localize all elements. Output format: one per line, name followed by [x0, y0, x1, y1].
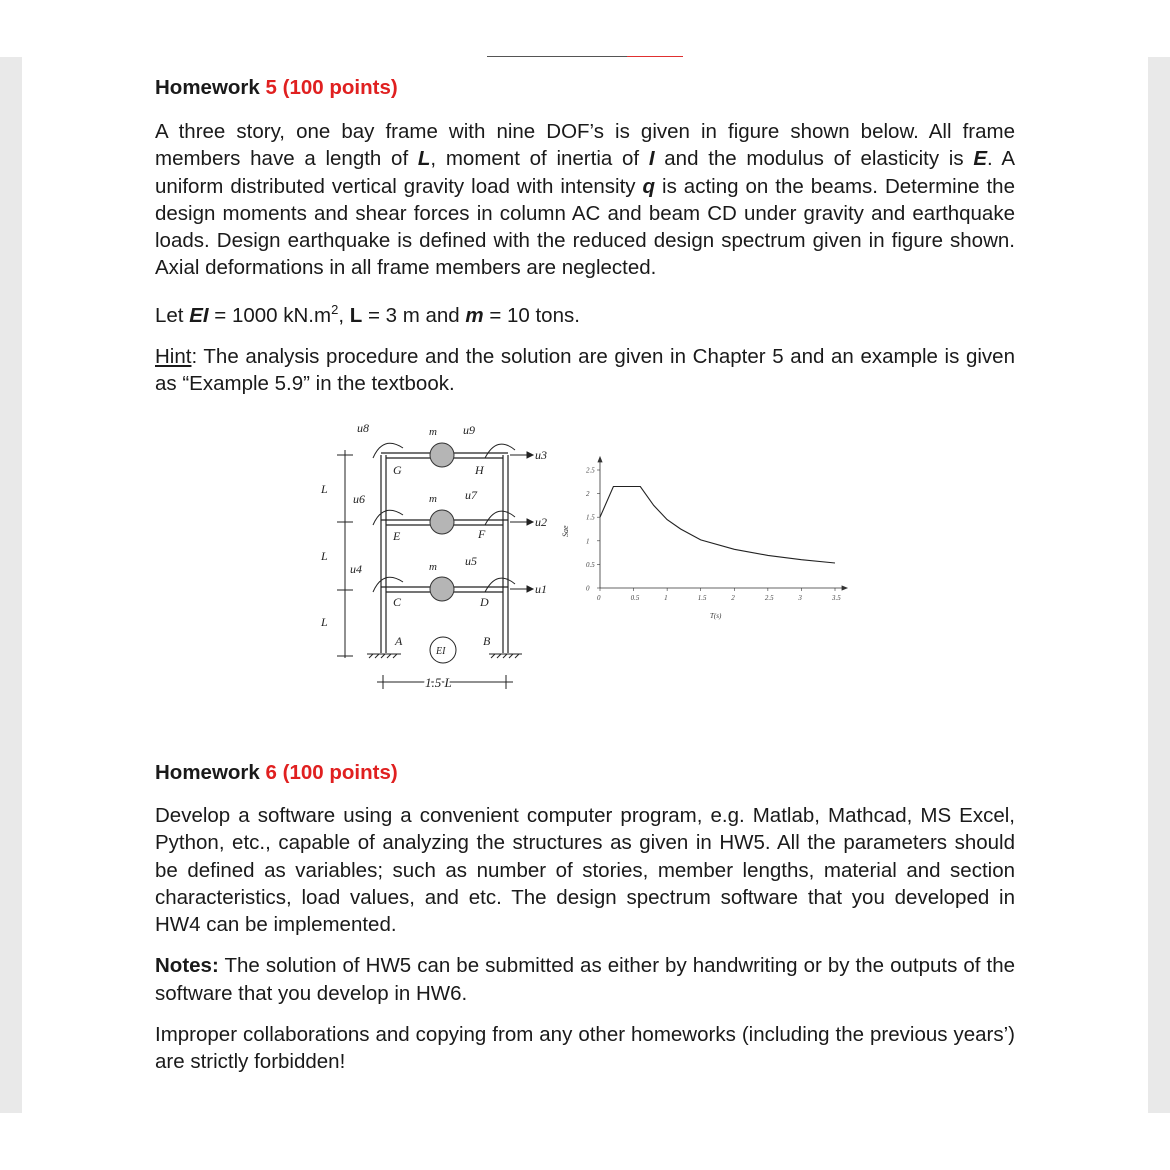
- superscript: 2: [331, 301, 339, 317]
- frame-figure: [315, 410, 547, 695]
- node-H: H: [475, 463, 484, 477]
- x-tick-label: 3.5: [832, 594, 841, 602]
- text: ,: [338, 303, 350, 327]
- x-tick-label: 2.5: [764, 594, 774, 602]
- text: = 1000 kN.m: [208, 303, 332, 327]
- hw5-var-I: I: [648, 147, 655, 171]
- dim-L-top: L: [321, 482, 328, 496]
- hw5-hint: [155, 343, 1015, 398]
- var-EI: EI: [189, 303, 209, 327]
- node-B: B: [483, 634, 491, 648]
- hw5-text: is acting on the beams. Determine the design moments and shear forces in column AC and beam CD under gravity and earthquake loads. Design earthquake is defined with the reduced design spectrum given in figure shown. Axial deformations in all frame members are neglected.: [155, 174, 1015, 280]
- dim-L-mid: L: [321, 549, 328, 563]
- y-tick-label: 1: [586, 537, 590, 546]
- dim-L-bot: L: [321, 615, 328, 629]
- top-rule: [487, 56, 683, 57]
- node-G: G: [393, 463, 402, 477]
- mass-label-first: m: [429, 561, 437, 573]
- hw5-problem-statement: [155, 118, 1015, 282]
- mass-label-second: m: [429, 493, 437, 505]
- hw5-text: and the modulus of elasticity is: [654, 147, 974, 171]
- dof-u3: u3: [535, 448, 547, 462]
- hw5-title-points: (100 points): [282, 76, 398, 99]
- node-A: A: [395, 634, 403, 648]
- hw6-task-description: Develop a software using a convenient computer program, e.g. Matlab, Mathcad, MS Excel, Python, etc., capable of analyzing the structures as given in HW5. All the parameters should be defined as variables; such as number of stories, member lengths, material and section characteristics, load values, and etc. The design spectrum software that you developed in HW4 can be implemented.: [155, 804, 1015, 937]
- y-tick-label: 2: [586, 490, 590, 499]
- text: Let: [155, 303, 190, 327]
- spectrum-chart: [560, 455, 850, 625]
- hw6-title-number: 6: [265, 761, 277, 784]
- x-tick-label: 1.5: [697, 594, 707, 602]
- hw5-var-E: E: [973, 147, 988, 171]
- hw6-title-points: (100 points): [282, 761, 398, 784]
- text: = 10 tons.: [483, 303, 580, 327]
- hw6-title: [155, 759, 1015, 787]
- dof-u5: u5: [465, 554, 477, 568]
- dof-u1: u1: [535, 582, 547, 596]
- mass-first: [430, 577, 454, 601]
- x-axis-label: T(s): [710, 612, 722, 620]
- hint-label: Hint: [155, 344, 192, 368]
- dof-u4: u4: [350, 562, 362, 576]
- y-tick-label: 0: [586, 584, 590, 593]
- hw6-section: [155, 759, 1015, 1076]
- y-tick-label: 1.5: [586, 513, 595, 522]
- y-axis-label: Sae: [561, 525, 570, 537]
- x-tick-label: 0: [597, 594, 601, 602]
- hw5-var-q: q: [642, 174, 656, 198]
- hw5-text: . A uniform distributed vertical gravity load with intensity: [155, 147, 1015, 198]
- ei-label: EI: [436, 646, 446, 657]
- y-tick-label: 0.5: [586, 560, 595, 569]
- hw6-title-word: Homework: [155, 761, 260, 784]
- dof-u9: u9: [463, 423, 475, 437]
- span-label: 1.5 L: [425, 675, 452, 690]
- spectrum-curve: [600, 487, 835, 564]
- dof-u6: u6: [353, 492, 365, 506]
- right-gutter: [1148, 57, 1170, 1113]
- notes-label: Notes:: [155, 954, 219, 978]
- x-tick-label: 1: [664, 594, 668, 602]
- var-L: L: [349, 303, 363, 327]
- hw5-title-number: 5: [265, 76, 277, 99]
- hw6-notes: [155, 952, 1015, 1007]
- dof-u2: u2: [535, 515, 547, 529]
- var-m: m: [465, 303, 484, 327]
- hw5-var-L: L: [417, 147, 431, 171]
- node-E: E: [393, 529, 401, 543]
- mass-label-roof: m: [429, 426, 437, 438]
- node-F: F: [478, 527, 486, 541]
- text: = 3 m and: [362, 303, 466, 327]
- y-tick-label: 2.5: [586, 466, 595, 475]
- hw5-given-values: [155, 296, 1015, 329]
- notes-text: The solution of HW5 can be submitted as either by handwriting or by the outputs of the software that you develop in HW6.: [155, 954, 1015, 1005]
- hw6-warning: Improper collaborations and copying from any other homeworks (including the previous years’) are strictly forbidden!: [155, 1023, 1015, 1074]
- mass-roof: [430, 443, 454, 467]
- left-gutter: [0, 57, 22, 1113]
- hw5-title: [155, 74, 1015, 102]
- mass-second: [430, 510, 454, 534]
- x-tick-label: 2: [731, 594, 735, 602]
- x-tick-label: 3: [798, 594, 802, 602]
- x-tick-label: 0.5: [630, 594, 640, 602]
- dof-u8: u8: [357, 421, 369, 435]
- hw5-text: A three story, one bay frame with nine DOF’s is given in figure shown below. All frame members have a length of: [155, 120, 1015, 171]
- hw5-title-word: Homework: [155, 76, 260, 99]
- node-C: C: [393, 595, 402, 609]
- dof-u7: u7: [465, 488, 477, 502]
- hint-text: : The analysis procedure and the solution are given in Chapter 5 and an example is given as “Example 5.9” in the textbook.: [155, 344, 1015, 396]
- document-page: [155, 74, 1015, 398]
- hw5-text: , moment of inertia of: [430, 147, 649, 171]
- node-D: D: [480, 595, 489, 609]
